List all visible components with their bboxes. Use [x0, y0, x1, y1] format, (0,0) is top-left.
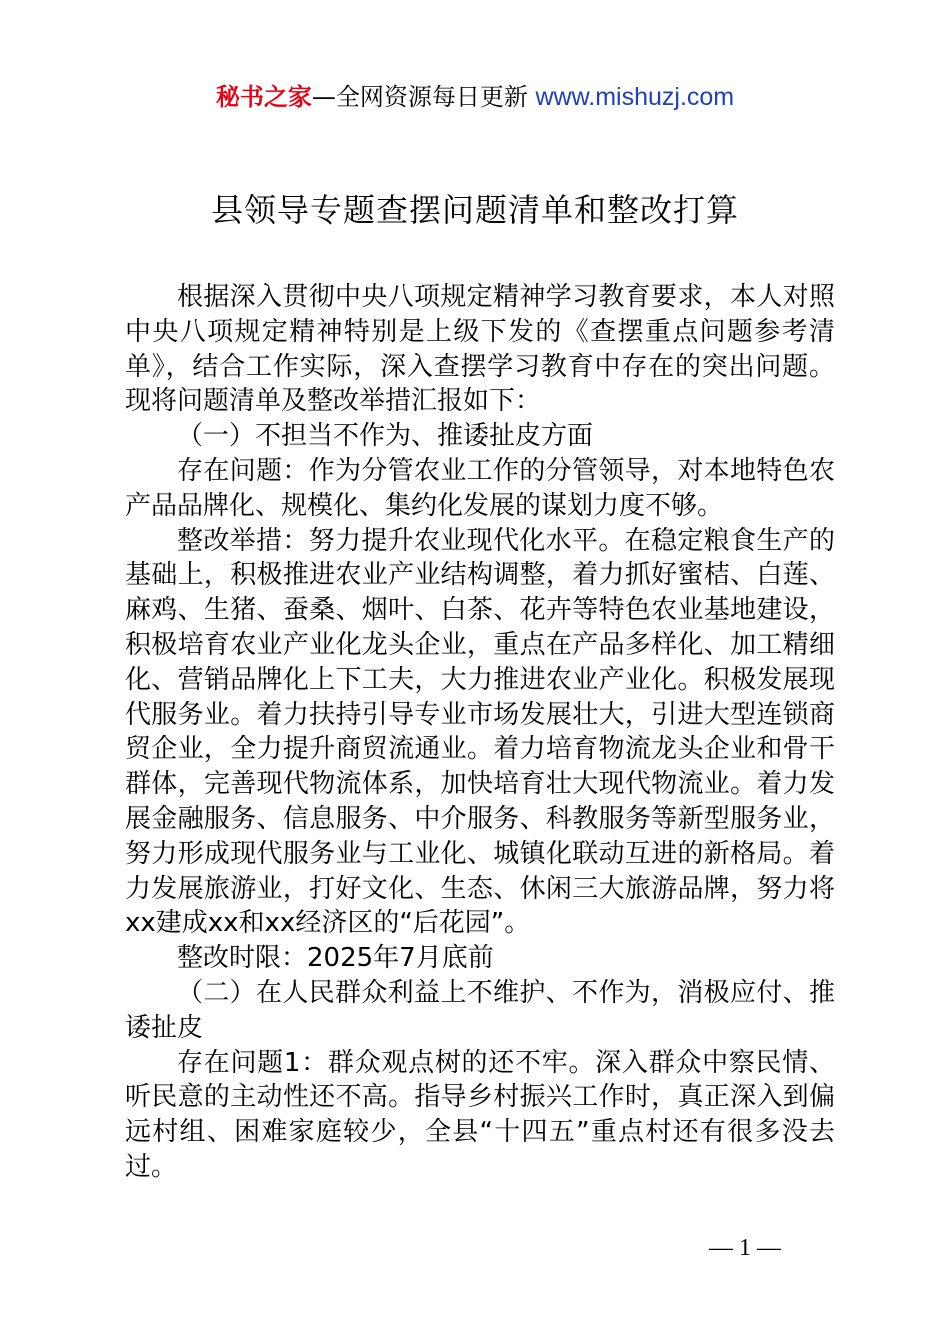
- paragraph-problem-1: 存在问题：作为分管农业工作的分管领导，对本地特色农产品品牌化、规模化、集约化发展的谋划力度不够。: [125, 455, 835, 521]
- document-body: [125, 280, 835, 1185]
- banner-brand: 秘书之家: [215, 83, 312, 111]
- paragraph-problem-2: 存在问题1：群众观点树的还不牢。深入群众中察民情、听民意的主动性还不高。指导乡村振兴工作时，真正深入到偏远村组、困难家庭较少，全县“十四五”重点村还有很多没去过。: [125, 1047, 835, 1182]
- banner-url-link[interactable]: www.mishuzj.com: [535, 83, 735, 111]
- paragraph-measures-1: 整改举措：努力提升农业现代化水平。在稳定粮食生产的基础上，积极推进农业产业结构调整，着力抓好蜜桔、白莲、麻鸡、生猪、蚕桑、烟叶、白茶、花卉等特色农业基地建设，积极培育农业产业化龙头企业，重点在产品多样化、加工精细化、营销品牌化上下工夫，大力推进农业产业化。积极发展现代服务业。着力扶持引导专业市场发展壮大，引进大型连锁商贸企业，全力提升商贸流通业。着力培育物流龙头企业和骨干群体，完善现代物流体系，加快培育壮大现代物流业。着力发展金融服务、信息服务、中介服务、科教服务等新型服务业，努力形成现代服务业与工业化、城镇化联动互进的新格局。着力发展旅游业，打好文化、生态、休闲三大旅游品牌，努力将xx建成xx和xx经济区的“后花园”。: [125, 525, 835, 939]
- document-title: 县领导专题查摆问题清单和整改打算: [210, 191, 739, 229]
- section-heading-2: （二）在人民群众利益上不维护、不作为，消极应付、推诿扯皮: [125, 977, 835, 1043]
- banner-tagline: —全网资源每日更新: [311, 83, 528, 111]
- paragraph-intro: 根据深入贯彻中央八项规定精神学习教育要求，本人对照中央八项规定精神特别是上级下发的《查摆重点问题参考清单》，结合工作实际，深入查摆学习教育中存在的突出问题。现将问题清单及整改举措汇报如下：: [125, 282, 835, 417]
- section-heading-1: （一）不担当不作为、推诿扯皮方面: [177, 421, 594, 452]
- site-banner: [0, 80, 950, 114]
- page-number: — 1 —: [709, 1235, 781, 1261]
- paragraph-deadline-1: 整改时限：2025年7月底前: [177, 943, 494, 974]
